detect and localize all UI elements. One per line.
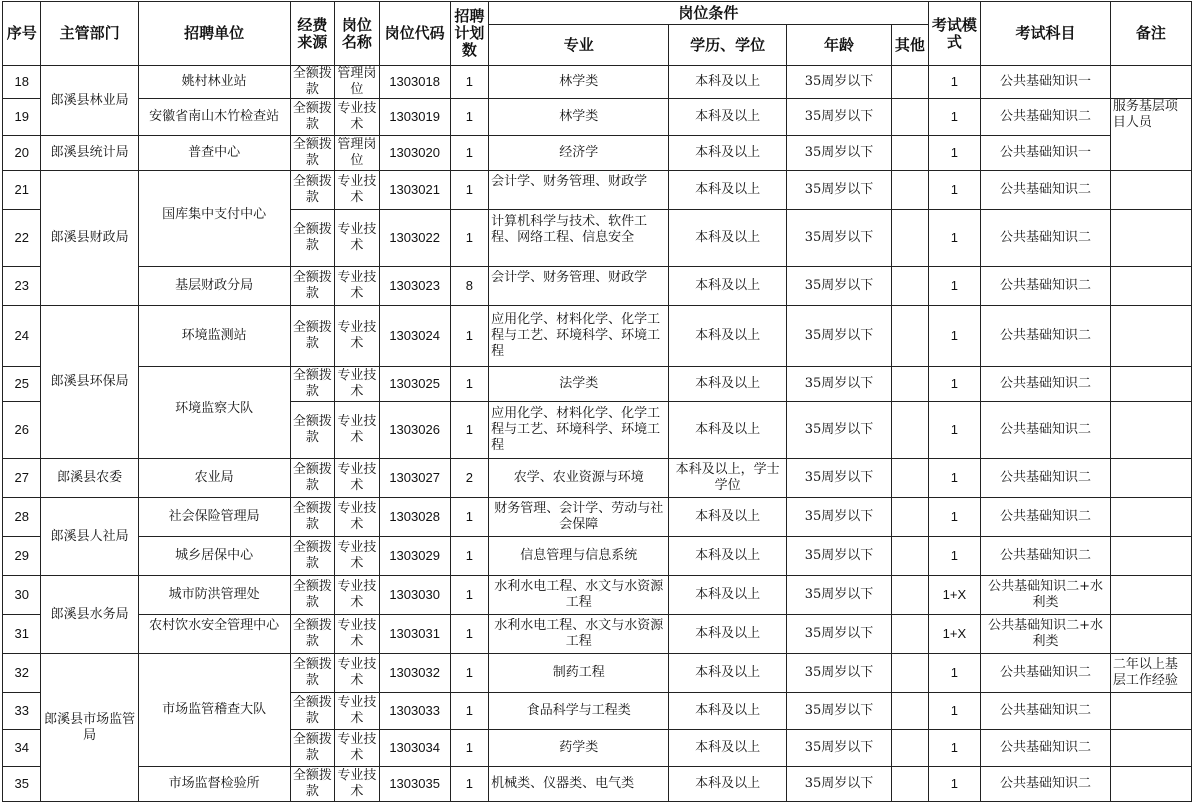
cell-post: 专业技术 — [337, 732, 377, 763]
cell-major: 应用化学、材料化学、化学工程与工艺、环境科学、环境工程 — [489, 402, 669, 459]
cell-code: 1303021 — [379, 171, 450, 210]
cell-unit: 农业局 — [138, 459, 290, 498]
cell-fund: 全额拨款 — [292, 174, 332, 205]
header-dept: 主管部门 — [41, 2, 138, 66]
cell-other — [892, 210, 928, 267]
cell-subject: 公共基础知识二 — [981, 210, 1111, 267]
cell-age: 35周岁以下 — [786, 498, 891, 537]
cell-unit: 安徽省南山木竹检查站 — [138, 99, 290, 136]
cell-other — [892, 402, 928, 459]
cell-seq: 21 — [3, 171, 41, 210]
cell-mode: 1 — [928, 693, 981, 730]
cell-edu: 本科及以上 — [669, 136, 786, 171]
cell-major: 经济学 — [489, 136, 669, 171]
cell-seq: 23 — [3, 267, 41, 306]
cell-edu: 本科及以上 — [669, 367, 786, 402]
cell-subject: 公共基础知识二 — [981, 459, 1111, 498]
cell-post: 专业技术 — [337, 414, 377, 445]
table-row — [3, 459, 1192, 498]
cell-other — [892, 99, 928, 136]
cell-mode: 1 — [928, 171, 981, 210]
cell-age: 35周岁以下 — [786, 367, 891, 402]
cell-fund: 全额拨款 — [292, 414, 332, 445]
cell-dept: 郎溪县市场监管局 — [41, 654, 138, 802]
cell-subject: 公共基础知识一 — [981, 136, 1111, 171]
cell-code: 1303020 — [379, 136, 450, 171]
cell-fund: 全额拨款 — [292, 320, 332, 351]
cell-dept: 郎溪县人社局 — [41, 498, 138, 576]
header-unit: 招聘单位 — [138, 2, 290, 66]
cell-seq: 31 — [3, 615, 41, 654]
cell-major: 食品科学与工程类 — [489, 693, 669, 730]
cell-mode: 1+X — [928, 576, 981, 615]
cell-post: 专业技术 — [337, 101, 377, 132]
cell-code: 1303029 — [379, 537, 450, 576]
cell-edu: 本科及以上 — [669, 730, 786, 767]
cell-post: 专业技术 — [337, 222, 377, 253]
cell-major: 财务管理、会计学、劳动与社会保障 — [494, 501, 664, 532]
cell-post: 专业技术 — [337, 174, 377, 205]
cell-major: 应用化学、材料化学、化学工程与工艺、环境科学、环境工程 — [489, 306, 669, 367]
cell-fund: 全额拨款 — [292, 101, 332, 132]
cell-plan: 1 — [450, 306, 488, 367]
cell-other — [892, 576, 928, 615]
cell-mode: 1 — [928, 267, 981, 306]
cell-plan: 2 — [450, 459, 488, 498]
cell-remark — [1110, 767, 1191, 802]
header-other: 其他 — [892, 25, 928, 66]
cell-major: 农学、农业资源与环境 — [489, 459, 669, 498]
cell-mode: 1 — [928, 498, 981, 537]
cell-plan: 1 — [450, 99, 488, 136]
cell-subject: 公共基础知识二 — [981, 306, 1111, 367]
cell-fund: 全额拨款 — [292, 657, 332, 688]
cell-code: 1303028 — [379, 498, 450, 537]
cell-remark — [1110, 615, 1191, 654]
cell-plan: 1 — [450, 767, 488, 802]
cell-age: 35周岁以下 — [786, 459, 891, 498]
header-fund: 经费来源 — [290, 2, 335, 66]
table-row — [3, 66, 1192, 99]
cell-seq: 24 — [3, 306, 41, 367]
cell-age: 35周岁以下 — [786, 576, 891, 615]
cell-remark — [1110, 171, 1191, 210]
cell-seq: 25 — [3, 367, 41, 402]
cell-code: 1303035 — [379, 767, 450, 802]
cell-fund: 全额拨款 — [292, 579, 332, 610]
cell-edu: 本科及以上 — [669, 767, 786, 802]
cell-major: 水利水电工程、水文与水资源工程 — [494, 618, 664, 649]
header-exam-subject: 考试科目 — [981, 2, 1111, 66]
cell-post: 专业技术 — [337, 657, 377, 688]
cell-remark — [1110, 498, 1191, 537]
cell-code: 1303027 — [379, 459, 450, 498]
cell-fund: 全额拨款 — [292, 732, 332, 763]
cell-mode: 1 — [928, 210, 981, 267]
cell-remark — [1110, 210, 1191, 267]
cell-dept: 郎溪县水务局 — [41, 576, 138, 654]
cell-other — [892, 66, 928, 99]
cell-remark — [1110, 402, 1191, 459]
cell-fund: 全额拨款 — [292, 540, 332, 571]
header-seq: 序号 — [3, 2, 41, 66]
cell-seq: 34 — [3, 730, 41, 767]
cell-remark — [1110, 267, 1191, 306]
cell-subject: 公共基础知识二+水利类 — [988, 579, 1104, 610]
header-post-code: 岗位代码 — [379, 2, 450, 66]
cell-other — [892, 615, 928, 654]
cell-remark — [1110, 367, 1191, 402]
cell-mode: 1+X — [928, 615, 981, 654]
cell-subject: 公共基础知识二 — [981, 498, 1111, 537]
cell-subject: 公共基础知识二 — [981, 367, 1111, 402]
cell-other — [892, 267, 928, 306]
cell-plan: 1 — [450, 402, 488, 459]
cell-edu: 本科及以上 — [669, 498, 786, 537]
cell-code: 1303031 — [379, 615, 450, 654]
cell-mode: 1 — [928, 537, 981, 576]
cell-subject: 公共基础知识二 — [981, 654, 1111, 693]
cell-seq: 29 — [3, 537, 41, 576]
cell-age: 35周岁以下 — [786, 615, 891, 654]
cell-plan: 1 — [450, 66, 488, 99]
cell-dept: 郎溪县统计局 — [41, 136, 138, 171]
header-exam-mode: 考试模式 — [928, 2, 981, 66]
cell-fund: 全额拨款 — [292, 368, 332, 399]
cell-edu: 本科及以上 — [669, 576, 786, 615]
cell-remark — [1110, 537, 1191, 576]
cell-other — [892, 136, 928, 171]
cell-post: 专业技术 — [337, 579, 377, 610]
cell-seq: 26 — [3, 402, 41, 459]
cell-plan: 1 — [450, 171, 488, 210]
cell-subject: 公共基础知识二 — [981, 171, 1111, 210]
table-row — [3, 576, 1192, 615]
cell-fund: 全额拨款 — [292, 66, 332, 97]
cell-fund: 全额拨款 — [292, 618, 332, 649]
cell-code: 1303018 — [379, 66, 450, 99]
cell-remark: 服务基层项目人员 — [1112, 99, 1178, 130]
cell-unit: 市场监督检验所 — [138, 767, 290, 802]
cell-mode: 1 — [928, 136, 981, 171]
cell-major: 会计学、财务管理、财政学 — [491, 270, 648, 285]
cell-major: 林学类 — [489, 66, 669, 99]
cell-post: 管理岗位 — [337, 66, 377, 97]
cell-mode: 1 — [928, 767, 981, 802]
cell-subject: 公共基础知识二 — [981, 99, 1111, 136]
cell-edu: 本科及以上 — [669, 306, 786, 367]
table-row — [3, 267, 1192, 306]
cell-fund: 全额拨款 — [292, 695, 332, 726]
cell-age: 35周岁以下 — [786, 306, 891, 367]
table-row — [3, 767, 1192, 802]
cell-code: 1303024 — [379, 306, 450, 367]
header-major: 专业 — [489, 25, 669, 66]
cell-post: 专业技术 — [337, 501, 377, 532]
cell-fund: 全额拨款 — [292, 270, 332, 301]
cell-code: 1303023 — [379, 267, 450, 306]
cell-seq: 18 — [3, 66, 41, 99]
cell-edu: 本科及以上 — [669, 99, 786, 136]
cell-remark: 二年以上基层工作经验 — [1112, 657, 1178, 688]
cell-unit: 国库集中支付中心 — [138, 171, 290, 267]
cell-edu: 本科及以上 — [669, 66, 786, 99]
cell-code: 1303034 — [379, 730, 450, 767]
cell-edu: 本科及以上 — [669, 615, 786, 654]
cell-major: 计算机科学与技术、软件工程、网络工程、信息安全 — [491, 214, 648, 245]
cell-post: 专业技术 — [337, 270, 377, 301]
cell-major: 制药工程 — [489, 654, 669, 693]
cell-fund: 全额拨款 — [292, 462, 332, 493]
cell-unit: 环境监测站 — [138, 306, 290, 367]
table-row — [3, 498, 1192, 537]
cell-mode: 1 — [928, 367, 981, 402]
cell-major: 林学类 — [489, 99, 669, 136]
header-conditions: 岗位条件 — [489, 2, 929, 25]
cell-other — [892, 537, 928, 576]
cell-remark — [1110, 306, 1191, 367]
cell-seq: 22 — [3, 210, 41, 267]
cell-age: 35周岁以下 — [786, 730, 891, 767]
cell-age: 35周岁以下 — [786, 171, 891, 210]
cell-subject: 公共基础知识二 — [981, 693, 1111, 730]
cell-age: 35周岁以下 — [786, 210, 891, 267]
table-row — [3, 136, 1192, 171]
table-row — [3, 306, 1192, 367]
cell-dept: 郎溪县农委 — [41, 459, 138, 498]
cell-code: 1303033 — [379, 693, 450, 730]
recruitment-table — [2, 1, 1192, 802]
cell-edu: 本科及以上 — [669, 171, 786, 210]
cell-code: 1303032 — [379, 654, 450, 693]
cell-edu: 本科及以上，学士学位 — [675, 462, 780, 493]
cell-other — [892, 367, 928, 402]
table-row — [3, 537, 1192, 576]
cell-plan: 1 — [450, 693, 488, 730]
cell-other — [892, 306, 928, 367]
cell-remark — [1110, 730, 1191, 767]
cell-plan: 1 — [450, 576, 488, 615]
cell-fund: 全额拨款 — [292, 137, 332, 168]
cell-other — [892, 498, 928, 537]
cell-age: 35周岁以下 — [786, 136, 891, 171]
cell-age: 35周岁以下 — [786, 693, 891, 730]
cell-remark — [1110, 66, 1191, 99]
cell-plan: 1 — [450, 210, 488, 267]
header-age: 年龄 — [786, 25, 891, 66]
table-row — [3, 615, 1192, 654]
cell-age: 35周岁以下 — [786, 66, 891, 99]
cell-edu: 本科及以上 — [669, 402, 786, 459]
cell-dept: 郎溪县财政局 — [41, 171, 138, 306]
cell-remark — [1110, 693, 1191, 730]
cell-post: 专业技术 — [337, 540, 377, 571]
cell-edu: 本科及以上 — [669, 210, 786, 267]
cell-post: 专业技术 — [337, 618, 377, 649]
cell-plan: 1 — [450, 615, 488, 654]
cell-seq: 27 — [3, 459, 41, 498]
cell-remark — [1110, 459, 1191, 498]
cell-mode: 1 — [928, 459, 981, 498]
cell-major: 会计学、财务管理、财政学 — [491, 174, 648, 189]
cell-code: 1303026 — [379, 402, 450, 459]
header-plan: 招聘计划数 — [450, 2, 488, 66]
cell-subject: 公共基础知识二+水利类 — [988, 618, 1104, 649]
cell-fund: 全额拨款 — [292, 501, 332, 532]
table-row — [3, 171, 1192, 210]
cell-seq: 35 — [3, 767, 41, 802]
cell-plan: 1 — [450, 730, 488, 767]
cell-unit: 市场监管稽查大队 — [138, 654, 290, 767]
cell-seq: 20 — [3, 136, 41, 171]
cell-major: 法学类 — [489, 367, 669, 402]
cell-subject: 公共基础知识二 — [981, 730, 1111, 767]
cell-seq: 19 — [3, 99, 41, 136]
cell-edu: 本科及以上 — [669, 267, 786, 306]
cell-other — [892, 654, 928, 693]
cell-age: 35周岁以下 — [786, 767, 891, 802]
cell-age: 35周岁以下 — [786, 402, 891, 459]
cell-unit: 城市防洪管理处 — [138, 576, 290, 615]
cell-unit: 普查中心 — [138, 136, 290, 171]
cell-major: 水利水电工程、水文与水资源工程 — [494, 579, 664, 610]
cell-seq: 30 — [3, 576, 41, 615]
table-row — [3, 367, 1192, 402]
cell-unit: 姚村林业站 — [138, 66, 290, 99]
cell-post: 专业技术 — [337, 768, 377, 799]
cell-post: 专业技术 — [337, 462, 377, 493]
cell-other — [892, 767, 928, 802]
table-row — [3, 99, 1192, 136]
cell-other — [892, 171, 928, 210]
cell-mode: 1 — [928, 66, 981, 99]
cell-subject: 公共基础知识二 — [981, 537, 1111, 576]
cell-seq: 32 — [3, 654, 41, 693]
cell-unit: 基层财政分局 — [138, 267, 290, 306]
cell-age: 35周岁以下 — [786, 654, 891, 693]
cell-edu: 本科及以上 — [669, 537, 786, 576]
cell-fund: 全额拨款 — [292, 222, 332, 253]
cell-mode: 1 — [928, 654, 981, 693]
cell-plan: 1 — [450, 654, 488, 693]
cell-other — [892, 459, 928, 498]
cell-code: 1303022 — [379, 210, 450, 267]
cell-dept: 郎溪县林业局 — [41, 66, 138, 136]
cell-mode: 1 — [928, 730, 981, 767]
cell-unit: 农村饮水安全管理中心 — [149, 618, 280, 633]
cell-unit: 环境监察大队 — [138, 367, 290, 459]
cell-plan: 1 — [450, 367, 488, 402]
cell-seq: 28 — [3, 498, 41, 537]
cell-mode: 1 — [928, 402, 981, 459]
cell-plan: 8 — [450, 267, 488, 306]
cell-plan: 1 — [450, 136, 488, 171]
cell-code: 1303019 — [379, 99, 450, 136]
cell-post: 专业技术 — [337, 320, 377, 351]
cell-subject: 公共基础知识二 — [981, 402, 1111, 459]
cell-subject: 公共基础知识二 — [981, 767, 1111, 802]
cell-age: 35周岁以下 — [786, 99, 891, 136]
cell-code: 1303025 — [379, 367, 450, 402]
cell-code: 1303030 — [379, 576, 450, 615]
cell-major: 机械类、仪器类、电气类 — [489, 767, 669, 802]
cell-major: 信息管理与信息系统 — [489, 537, 669, 576]
cell-other — [892, 693, 928, 730]
cell-other — [892, 730, 928, 767]
cell-edu: 本科及以上 — [669, 693, 786, 730]
cell-post: 专业技术 — [337, 368, 377, 399]
header-post-name: 岗位名称 — [335, 2, 380, 66]
cell-plan: 1 — [450, 537, 488, 576]
cell-mode: 1 — [928, 306, 981, 367]
table-row — [3, 654, 1192, 693]
cell-post: 管理岗位 — [337, 137, 377, 168]
cell-age: 35周岁以下 — [786, 537, 891, 576]
cell-fund: 全额拨款 — [292, 768, 332, 799]
cell-mode: 1 — [928, 99, 981, 136]
cell-post: 专业技术 — [337, 695, 377, 726]
cell-plan: 1 — [450, 498, 488, 537]
header-remark: 备注 — [1110, 2, 1191, 66]
cell-unit: 社会保险管理局 — [138, 498, 290, 537]
cell-age: 35周岁以下 — [786, 267, 891, 306]
cell-unit: 城乡居保中心 — [138, 537, 290, 576]
cell-remark — [1110, 576, 1191, 615]
cell-dept: 郎溪县环保局 — [41, 306, 138, 459]
cell-seq: 33 — [3, 693, 41, 730]
cell-edu: 本科及以上 — [669, 654, 786, 693]
header-edu: 学历、学位 — [669, 25, 786, 66]
cell-major: 药学类 — [489, 730, 669, 767]
cell-subject: 公共基础知识二 — [981, 267, 1111, 306]
cell-subject: 公共基础知识一 — [981, 66, 1111, 99]
